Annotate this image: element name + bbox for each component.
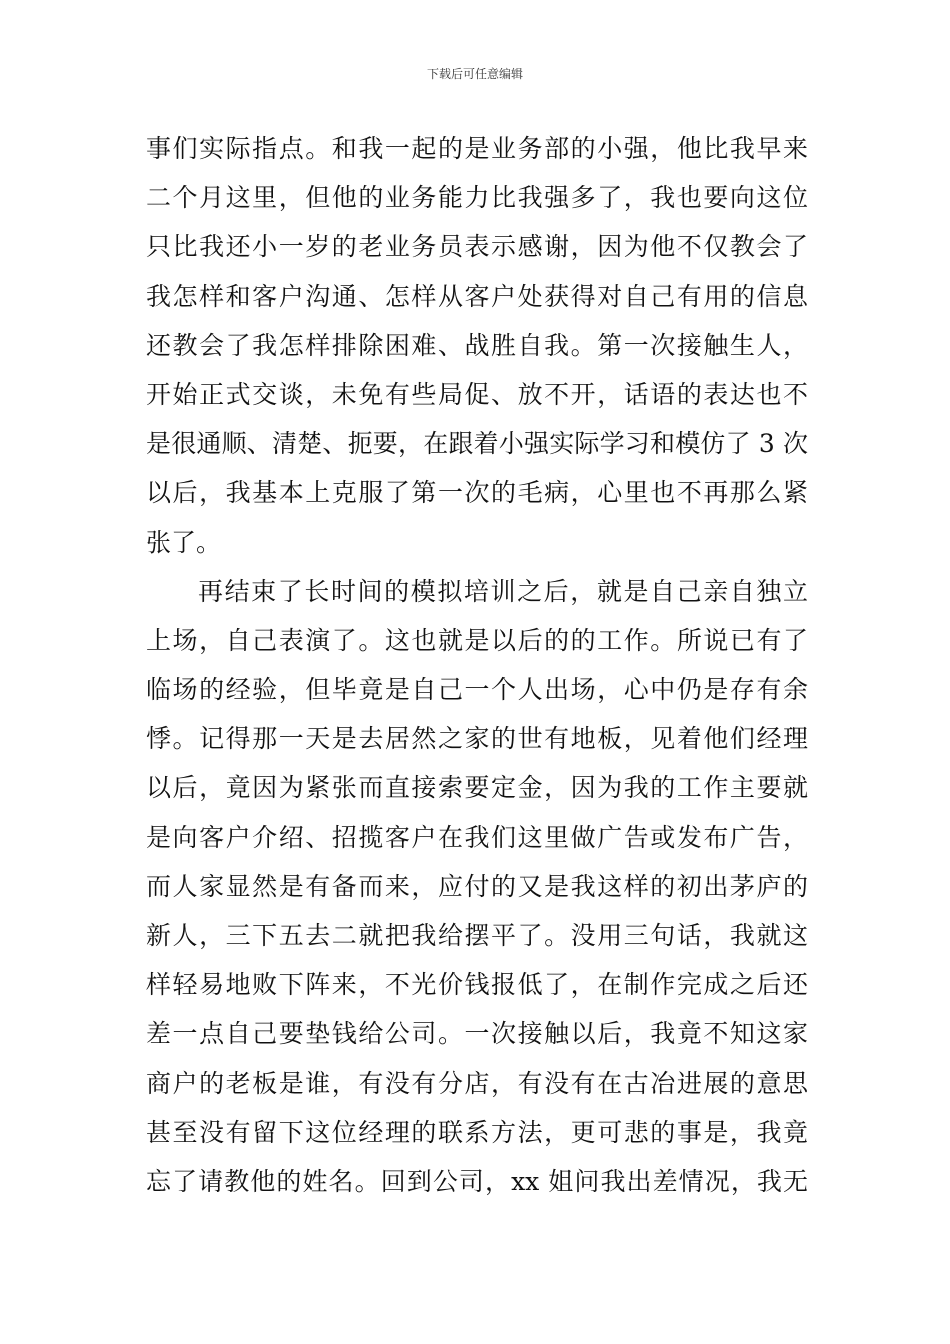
page-header: 下载后可任意编辑 — [426, 67, 523, 81]
text-line: 差一点自己要垫钱给公司。一次接触以后，我竟不知这家 — [146, 1019, 808, 1049]
paragraph-1 — [146, 124, 808, 567]
text-line: 还教会了我怎样排除困难、战胜自我。第一次接触生人， — [146, 330, 808, 360]
text-line: 甚至没有留下这位经理的联系方法，更可悲的事是，我竟 — [146, 1117, 808, 1147]
text-line: 临场的经验，但毕竟是自己一个人出场，心中仍是存有余 — [146, 675, 808, 705]
text-line: 上场，自己表演了。这也就是以后的的工作。所说已有了 — [146, 625, 808, 655]
text-line: 是向客户介绍、招揽客户在我们这里做广告或发布广告， — [146, 822, 808, 852]
text-line-first: 再结束了长时间的模拟培训之后，就是自己亲自独立 — [198, 576, 808, 606]
document-body — [146, 124, 808, 1206]
paragraph-2 — [146, 567, 808, 1206]
text-line: 我怎样和客户沟通、怎样从客户处获得对自己有用的信息 — [146, 281, 808, 311]
text-line: 商户的老板是谁，有没有分店，有没有在古冶进展的意思 — [146, 1068, 808, 1098]
text-line: 只比我还小一岁的老业务员表示感谢，因为他不仅教会了 — [146, 232, 808, 262]
text-line: 而人家显然是有备而来，应付的又是我这样的初出茅庐的 — [146, 871, 808, 901]
text-line: 悸。记得那一天是去居然之家的世有地板，见着他们经理 — [146, 724, 808, 754]
text-line: 以后，竟因为紧张而直接索要定金，因为我的工作主要就 — [146, 773, 808, 803]
text-line: 二个月这里，但他的业务能力比我强多了，我也要向这位 — [146, 183, 808, 213]
text-line-last: 张了。 — [146, 527, 222, 557]
text-line: 开始正式交谈，未免有些局促、放不开，话语的表达也不 — [146, 379, 808, 409]
text-line: 以后，我基本上克服了第一次的毛病，心里也不再那么紧 — [146, 478, 808, 508]
text-line: 忘了请教他的姓名。回到公司，xx 姐问我出差情况，我无 — [146, 1166, 808, 1196]
text-line: 是很通顺、清楚、扼要，在跟着小强实际学习和模仿了 3 次 — [146, 429, 808, 459]
text-line: 样轻易地败下阵来，不光价钱报低了，在制作完成之后还 — [146, 970, 808, 1000]
text-line: 新人，三下五去二就把我给摆平了。没用三句话，我就这 — [146, 921, 808, 950]
text-line: 事们实际指点。和我一起的是业务部的小强，他比我早来 — [146, 134, 808, 163]
